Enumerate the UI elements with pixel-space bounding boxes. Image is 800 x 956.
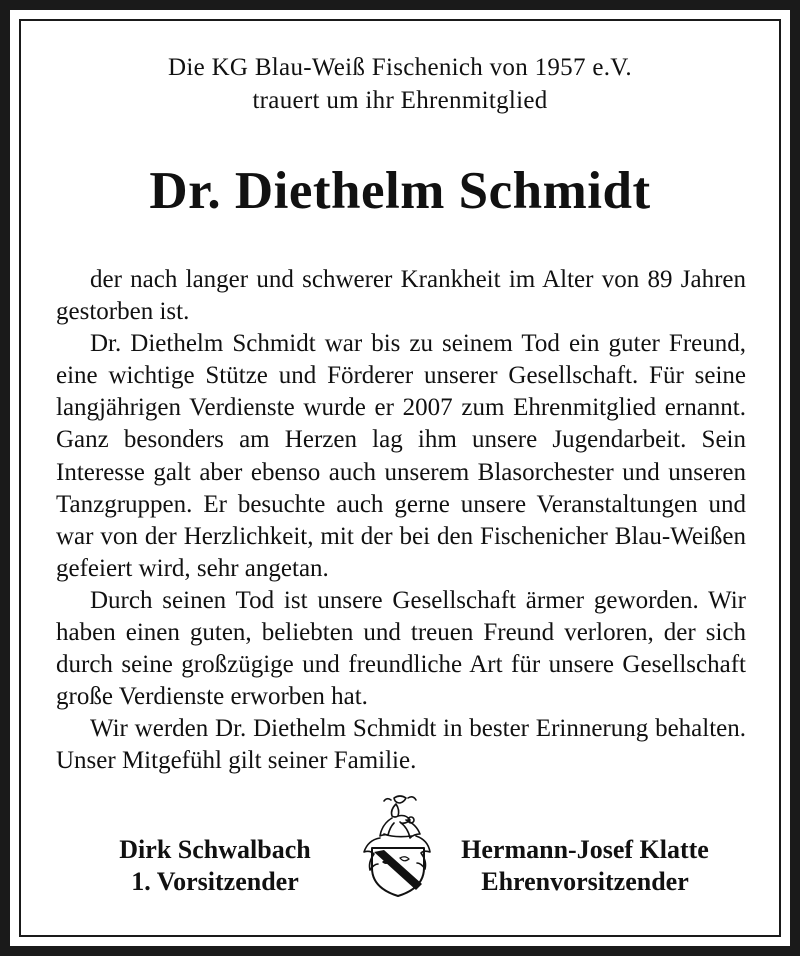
club-crest-icon: [354, 792, 440, 902]
paragraph-4: Wir werden Dr. Diethelm Schmidt in bester Erinnerung behalten. Unser Mitgefühl gilt seiner Familie.: [56, 715, 746, 775]
paragraph-1: der nach langer und schwerer Krankheit im Alter von 89 Jahren gestorben ist.: [56, 266, 746, 326]
header-line-2: trauert um ihr Ehrenmitglied: [252, 87, 548, 114]
signature-right: [440, 834, 730, 898]
deceased-name: Dr. Diethelm Schmidt: [149, 162, 651, 220]
obituary-text: [56, 264, 746, 778]
signer-title-left: 1. Vorsitzender: [131, 867, 299, 896]
signature-left: [90, 834, 340, 898]
header: [0, 51, 800, 117]
signer-title-right: Ehrenvorsitzender: [481, 867, 689, 896]
paragraph-3: Durch seinen Tod ist unsere Gesellschaft ärmer geworden. Wir haben einen guten, beliebten und treuen Freund verloren, der sich durch seine großzügige und freundliche Art für unsere Gesellschaft große Verdienste erworben hat.: [56, 586, 746, 711]
signer-name-left: Dirk Schwalbach: [119, 835, 311, 864]
paragraph-2: Dr. Diethelm Schmidt war bis zu seinem Tod ein guter Freund, eine wichtige Stütze und Förderer unserer Gesellschaft. Für seine langjährigen Verdienste wurde er 2007 zum Ehrenmitglied ernannt. Ganz besonders am Herzen lag ihm unsere Jugendarbeit. Sein Interesse galt aber ebenso auch unserem Blasorchester und unseren Tanzgruppen. Er besuchte auch gerne unsere Veranstaltungen und war von der Herzlichkeit, mit der bei den Fischenicher Blau-Weißen gefeiert wird, sehr angetan.: [56, 330, 746, 582]
header-line-1: Die KG Blau-Weiß Fischenich von 1957 e.V.: [168, 54, 632, 81]
signer-name-right: Hermann-Josef Klatte: [461, 835, 709, 864]
